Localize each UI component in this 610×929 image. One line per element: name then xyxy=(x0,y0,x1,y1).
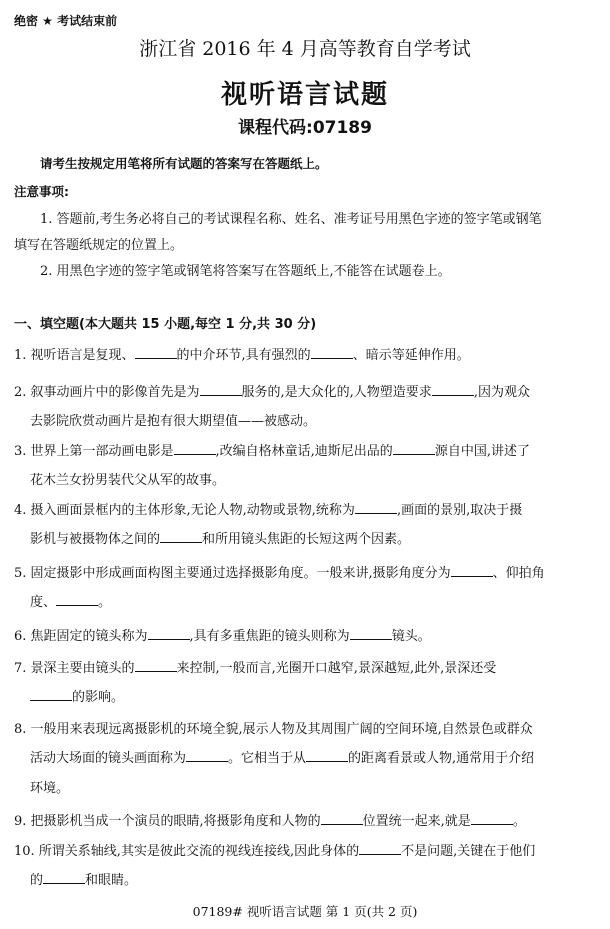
answer-blank xyxy=(359,842,401,855)
question-line xyxy=(30,528,410,547)
answer-blank xyxy=(471,812,513,825)
question-text: 。它相当于从 xyxy=(228,751,307,766)
question-text: 、暗示等延伸作用。 xyxy=(352,348,470,363)
question-line xyxy=(30,686,124,705)
question-line xyxy=(14,440,530,459)
question-text: 不是问题,关键在于他们 xyxy=(401,844,536,859)
question-line xyxy=(30,410,316,429)
question-line xyxy=(30,869,137,888)
answer-blank xyxy=(355,501,397,514)
question-text: 。 xyxy=(512,814,526,829)
answer-blank xyxy=(311,346,353,359)
notes-heading: 注意事项: xyxy=(14,184,69,199)
question-text: ,画面的景别,取决于摄 xyxy=(396,503,523,518)
answer-blank xyxy=(56,593,98,606)
question-text: 位置统一起来,就是 xyxy=(362,814,471,829)
subject-title: 视听语言试题 xyxy=(220,80,389,110)
answer-blank xyxy=(432,383,474,396)
note-line: 填写在答题纸规定的位置上。 xyxy=(14,238,184,253)
question-line xyxy=(14,718,533,737)
question-line xyxy=(14,810,526,829)
question-line xyxy=(14,562,545,581)
question-text: ,因为观众 xyxy=(473,385,530,400)
answer-blank xyxy=(135,659,177,672)
question-text: 。 xyxy=(98,595,112,610)
question-text: 镜头。 xyxy=(391,629,431,644)
answer-blank xyxy=(200,383,242,396)
question-text: 服务的,是大众化的,人物塑造要求 xyxy=(241,385,432,400)
question-text: 8. 一般用来表现远离摄影机的环境全貌,展示人物及其周围广阔的空间环境,自然景色或群众 xyxy=(14,722,533,737)
question-line xyxy=(14,381,530,400)
answer-blank xyxy=(306,749,348,762)
answer-blank xyxy=(451,564,493,577)
answer-blank xyxy=(43,871,85,884)
question-text: 的距离看景或人物,通常用于介绍 xyxy=(348,751,535,766)
note-line: 1. 答题前,考生务必将自己的考试课程名称、姓名、准考证号用黑色字迹的签字笔或钢笔 xyxy=(40,212,542,227)
question-text: 度、 xyxy=(30,595,57,610)
section-heading: 一、填空题(本大题共 15 小题,每空 1 分,共 30 分) xyxy=(14,317,317,332)
answer-blank xyxy=(321,812,363,825)
question-text: 6. 焦距固定的镜头称为 xyxy=(14,629,148,644)
question-text: 9. 把摄影机当成一个演员的眼睛,将摄影角度和人物的 xyxy=(14,814,321,829)
question-text: 环境。 xyxy=(30,781,70,796)
question-line xyxy=(14,840,535,859)
question-text: 3. 世界上第一部动画电影是 xyxy=(14,444,174,459)
question-line xyxy=(30,469,225,488)
answer-blank xyxy=(350,627,392,640)
question-text: 花木兰女扮男装代父从军的故事。 xyxy=(30,473,226,488)
question-text: 、仰拍角 xyxy=(492,566,545,581)
exam-title: 浙江省 2016 年 4 月高等教育自学考试 xyxy=(139,38,471,60)
answer-blank xyxy=(186,749,228,762)
note-line: 2. 用黑色字迹的签字笔或钢笔将答案写在答题纸上,不能答在试题卷上。 xyxy=(40,264,451,279)
course-code: 课程代码:07189 xyxy=(238,118,372,138)
answer-blank xyxy=(393,442,435,455)
question-text: 7. 景深主要由镜头的 xyxy=(14,661,135,676)
question-text: ,改编自格林童话,迪斯尼出品的 xyxy=(215,444,393,459)
question-text: 的 xyxy=(30,873,44,888)
question-text: 来控制,一般而言,光圈开口越窄,景深越短,此外,景深还受 xyxy=(176,661,497,676)
question-text: 4. 摄入画面景框内的主体形象,无论人物,动物或景物,统称为 xyxy=(14,503,355,518)
question-line xyxy=(30,591,111,610)
question-line xyxy=(14,625,431,644)
question-text: 源自中国,讲述了 xyxy=(434,444,530,459)
question-line xyxy=(14,344,470,363)
question-text: 和眼睛。 xyxy=(85,873,138,888)
question-line xyxy=(30,747,534,766)
question-text: ,具有多重焦距的镜头则称为 xyxy=(189,629,350,644)
question-text: 活动大场面的镜头画面称为 xyxy=(30,751,187,766)
confidential-label: 绝密 ★ 考试结束前 xyxy=(14,14,118,28)
question-line xyxy=(30,777,69,796)
answer-blank xyxy=(148,627,190,640)
question-line xyxy=(14,499,522,518)
answer-blank xyxy=(30,688,72,701)
question-text: 10. 所谓关系轴线,其实是彼此交流的视线连接线,因此身体的 xyxy=(14,844,360,859)
question-text: 5. 固定摄影中形成画面构图主要通过选择摄影角度。一般来讲,摄影角度分为 xyxy=(14,566,451,581)
question-line xyxy=(14,657,496,676)
answer-blank xyxy=(174,442,216,455)
question-text: 的中介环节,具有强烈的 xyxy=(176,348,311,363)
question-text: 影机与被摄物体之间的 xyxy=(30,532,161,547)
answer-blank xyxy=(135,346,177,359)
answer-blank xyxy=(160,530,202,543)
question-text: 的影响。 xyxy=(72,690,125,705)
page-footer: 07189# 视听语言试题 第 1 页(共 2 页) xyxy=(192,904,418,919)
question-text: 和所用镜头焦距的长短这两个因素。 xyxy=(202,532,411,547)
question-text: 2. 叙事动画片中的影像首先是为 xyxy=(14,385,200,400)
question-text: 去影院欣赏动画片是抱有很大期望值——被感动。 xyxy=(30,414,317,429)
question-text: 1. 视听语言是复现、 xyxy=(14,348,135,363)
instruction-text: 请考生按规定用笔将所有试题的答案写在答题纸上。 xyxy=(40,156,328,171)
